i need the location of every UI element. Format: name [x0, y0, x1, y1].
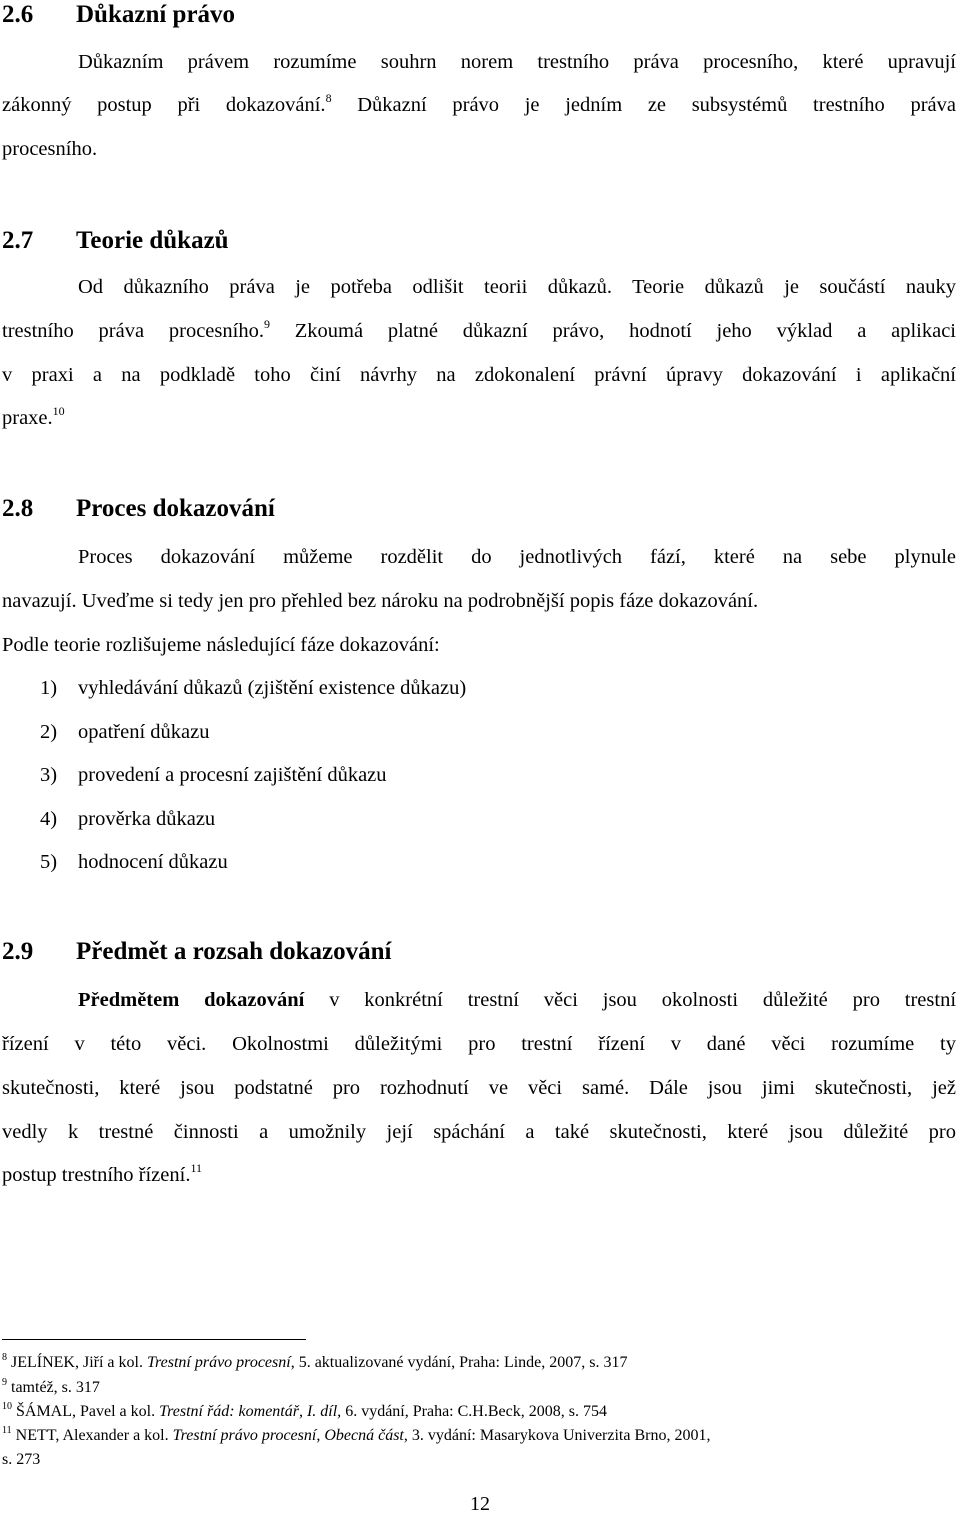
heading-title: Předmět a rozsah dokazování	[76, 938, 392, 965]
footnote-9: $^9$ tamtéž, s. 317	[2, 1377, 100, 1396]
footnote-ref: 10	[52, 404, 65, 418]
heading-2-9	[2, 937, 392, 967]
heading-title: Proces dokazování	[76, 495, 275, 522]
list-item: 2) opatření důkazu	[40, 721, 210, 743]
bold-term: Předmětem dokazování	[78, 989, 305, 1011]
footnote-ref: 9	[263, 317, 270, 331]
list-item: 5) hodnocení důkazu	[40, 851, 228, 873]
footnote-ref: 11	[190, 1161, 203, 1175]
paragraph-line: Předmětem dokazování v konkrétní trestní věci jsou okolnosti důležité pro trestní	[78, 989, 957, 1011]
heading-title: Důkazní právo	[76, 1, 236, 28]
paragraph-line: postup trestního řízení.$^{11}$	[2, 1161, 203, 1186]
paragraph-line: Od důkazního práva je potřeba odlišit teorii důkazů. Teorie důkazů je součástí nauky	[78, 276, 956, 298]
paragraph-line: praxe.$^{10}$	[2, 404, 65, 429]
paragraph-line: Důkazním právem rozumíme souhrn norem trestního práva procesního, které upravují	[78, 51, 956, 73]
heading-2-6	[2, 0, 235, 30]
footnote-10: $^{10}$ ŠÁMAL, Pavel a kol. Trestní řád: komentář, I. díl, 6. vydání, Praha: C.H.Beck, 2008, s. 754	[2, 1401, 607, 1420]
page-number: 12	[470, 1493, 490, 1515]
heading-2-7	[2, 226, 229, 256]
heading-number: 2.7	[2, 227, 34, 254]
footnote-11-continued: s. 273	[2, 1451, 41, 1468]
paragraph-line: řízení v této věci. Okolnostmi důležitými pro trestní řízení v dané věci rozumíme ty	[2, 1033, 956, 1055]
paragraph-line: Proces dokazování můžeme rozdělit do jednotlivých fází, které na sebe plynule	[78, 546, 956, 568]
paragraph-line: skutečnosti, které jsou podstatné pro rozhodnutí ve věci samé. Dále jsou jimi skutečnosti, jež	[2, 1077, 956, 1099]
list-item: 1) vyhledávání důkazů (zjištění existence důkazu)	[40, 677, 467, 699]
list-item: 4) prověrka důkazu	[40, 808, 216, 830]
footnote-8: $^8$ JELÍNEK, Jiří a kol. Trestní právo procesní, 5. aktualizované vydání, Praha: Linde, 2007, s. 317	[2, 1352, 628, 1371]
paragraph-line: v praxi a na podkladě toho činí návrhy na zdokonalení právní úpravy dokazování i aplikační	[2, 364, 956, 386]
paragraph-line: navazují. Uveďme si tedy jen pro přehled bez nároku na podrobnější popis fáze dokazování.	[2, 590, 759, 612]
heading-2-8	[2, 494, 275, 524]
paragraph-line: procesního.	[2, 138, 98, 160]
paragraph-line: trestního práva procesního.$^9$ Zkoumá platné důkazní právo, hodnotí jeho výklad a aplikaci	[2, 317, 957, 342]
heading-number: 2.9	[2, 938, 34, 965]
heading-title: Teorie důkazů	[76, 227, 229, 254]
heading-number: 2.6	[2, 1, 34, 28]
footnote-11: $^{11}$ NETT, Alexander a kol. Trestní právo procesní, Obecná část, 3. vydání: Masarykova Univerzita Brno, 2001,	[2, 1425, 711, 1444]
footnote-separator	[2, 1339, 306, 1340]
paragraph-line: vedly k trestné činnosti a umožnily její spáchání a také skutečnosti, které jsou důležité pro	[2, 1121, 956, 1143]
heading-number: 2.8	[2, 495, 34, 522]
list-item: 3) provedení a procesní zajištění důkazu	[40, 764, 387, 786]
paragraph-line: zákonný postup při dokazování.$^8$ Důkazní právo je jedním ze subsystémů trestního práva	[2, 91, 956, 116]
footnote-ref: 8	[325, 91, 332, 105]
paragraph-line: Podle teorie rozlišujeme následující fáze dokazování:	[2, 634, 440, 656]
